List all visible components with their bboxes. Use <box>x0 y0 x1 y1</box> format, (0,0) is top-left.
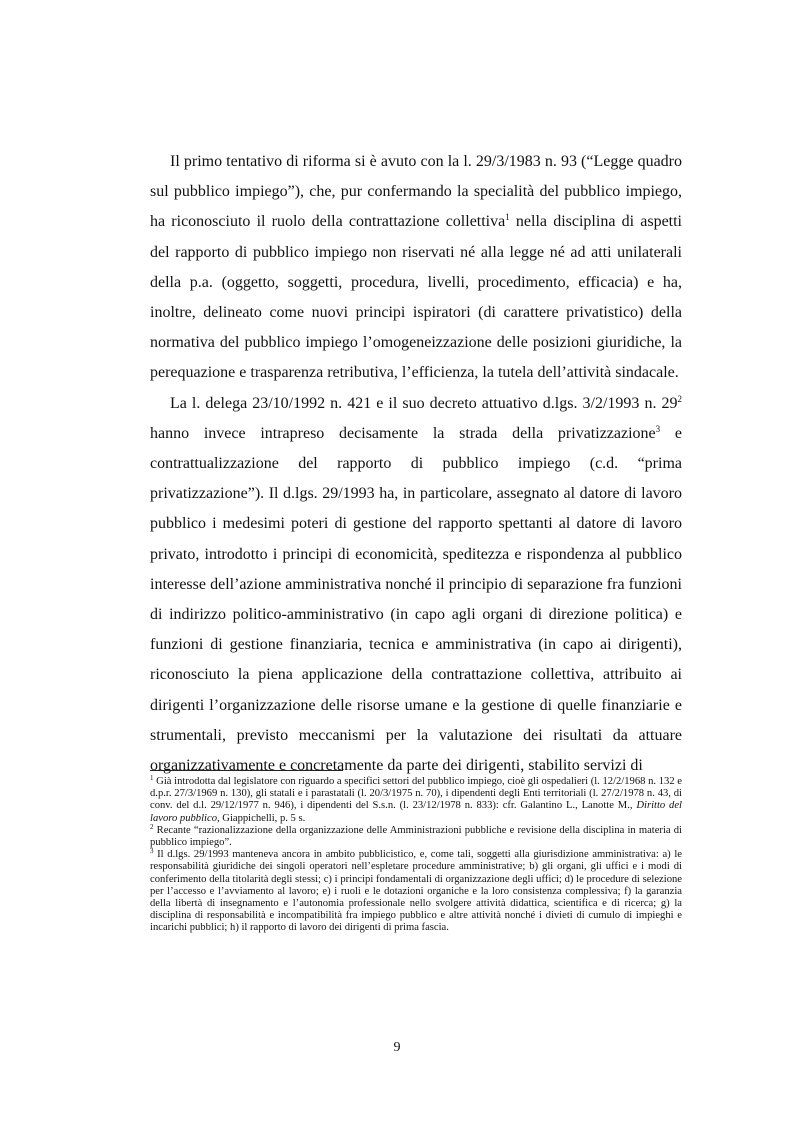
paragraph-1-text-b: nella disciplina di aspetti del rapporto di pubblico impiego non riservati né alla legge né ad atti unilaterali della p.a. (oggetto, soggetti, procedura, livelli, procedimento, efficacia) e ha, inoltre, delineato come nuovi principi ispiratori (di carattere privatistico) della normativa del pubblico impiego l’omogeneizzazione delle posizioni giuridiche, la perequazione e trasparenza retributiva, l’efficienza, la tutela dell’attività sindacale. <box>150 213 682 382</box>
footnote-ref-3[interactable]: 3 <box>655 423 661 434</box>
footnote-2 <box>150 822 682 849</box>
body-text <box>150 147 682 781</box>
footnote-1 <box>150 776 682 825</box>
footnote-1-text: Già introdotta dal legislatore con riguardo a specifici settori del pubblico impiego, cioè gli ospedalieri (l. 12/2/1968 n. 132 e d.p.r. 27/3/1969 n. 130), gli statali e i parastatali (l. 20/3/1975 n. 70), i dipendenti degli Enti territoriali (l. 27/2/1978 n. 43, di conv. del d.l. 29/12/1977 n. 946), i dipendenti del S.s.n. (l. 23/12/1978 n. 833): cfr. Galantino L., Lanotte M., <box>150 776 682 812</box>
footnote-separator <box>150 770 343 771</box>
paragraph-2 <box>150 389 682 782</box>
paragraph-1-text-a: Il primo tentativo di riforma si è avuto con la l. 29/3/1983 n. 93 (“Legge quadro sul pubblico impiego”), che, pur confermando la specialità del pubblico impiego, ha riconosciuto il ruolo della contrattazione collettiva <box>150 153 682 231</box>
footnote-2-text: Recante “razionalizzazione della organizzazione delle Amministrazioni pubbliche e revisione della disciplina in materia di pubblico impiego”. <box>150 824 682 849</box>
footnote-ref-1[interactable]: 1 <box>505 212 510 223</box>
footnote-2-number: 2 <box>150 822 154 831</box>
footnote-1-number: 1 <box>150 774 154 782</box>
page-number: 9 <box>393 1040 401 1055</box>
paragraph-2-text-b: hanno invece intrapreso decisamente la strada della privatizzazione <box>150 424 656 442</box>
footnote-3-text: Il d.lgs. 29/1993 manteneva ancora in ambito pubblicistico, e, come tali, soggetti alla giurisdizione amministrativa: a) le responsabilità giuridiche dei singoli operatori nell’espletare procedure amministrative; b) gli organi, gli uffici e i modi di conferimento della titolarità degli stessi; c) i principi fondamentali di organizzazione degli uffici; d) le procedure di selezione per l’accesso e l’avviamento al lavoro; e) i ruoli e le dotazioni organiche e la loro consistenza complessiva; f) la garanzia della libertà di insegnamento e l’autonomia professionale nello svolgere attività didattica, scientifica e di ricerca; g) la disciplina di responsabilità e incompatibilità fra impiego pubblico e altre attività nonché i divieti di cumulo di impieghi e incarichi pubblici; h) il rapporto di lavoro dei dirigenti di prima fascia. <box>150 849 682 934</box>
footnote-3 <box>150 849 682 934</box>
paragraph-1 <box>150 147 682 389</box>
paragraph-2-text-a: La l. delega 23/10/1992 n. 421 e il suo decreto attuativo d.lgs. 3/2/1993 n. 29 <box>170 394 678 412</box>
paragraph-2-text-c: e contrattualizzazione del rapporto di pubblico impiego (c.d. “prima privatizzazione”). Il d.lgs. 29/1993 ha, in particolare, assegnato al datore di lavoro pubblico i medesimi poteri di gestione del rapporto spettanti al datore di lavoro privato, introdotto i principi di economicità, speditezza e rispondenza al pubblico interesse dell’azione amministrativa nonché il principio di separazione fra funzioni di indirizzo politico-amministrativo (in capo agli organi di direzione politica) e funzioni di gestione finanziaria, tecnica e amministrativa (in capo ai dirigenti), riconosciuto la piena applicazione della contrattazione collettiva, attribuito ai dirigenti l’organizzazione delle risorse umane e la gestione di quelle finanziarie e strumentali, previsto meccanismi per la valutazione dei risultati da attuare organizzativamente e concretamente da parte dei dirigenti, stabilito servizi di <box>150 424 682 775</box>
footnote-ref-2[interactable]: 2 <box>677 393 682 404</box>
footnote-1-tail: , Giappichelli, p. 5 s. <box>217 812 306 824</box>
footnote-3-number: 3 <box>150 847 154 856</box>
footnote-1-book-title: Diritto del lavoro pubblico <box>150 800 682 824</box>
footnotes <box>150 776 682 935</box>
